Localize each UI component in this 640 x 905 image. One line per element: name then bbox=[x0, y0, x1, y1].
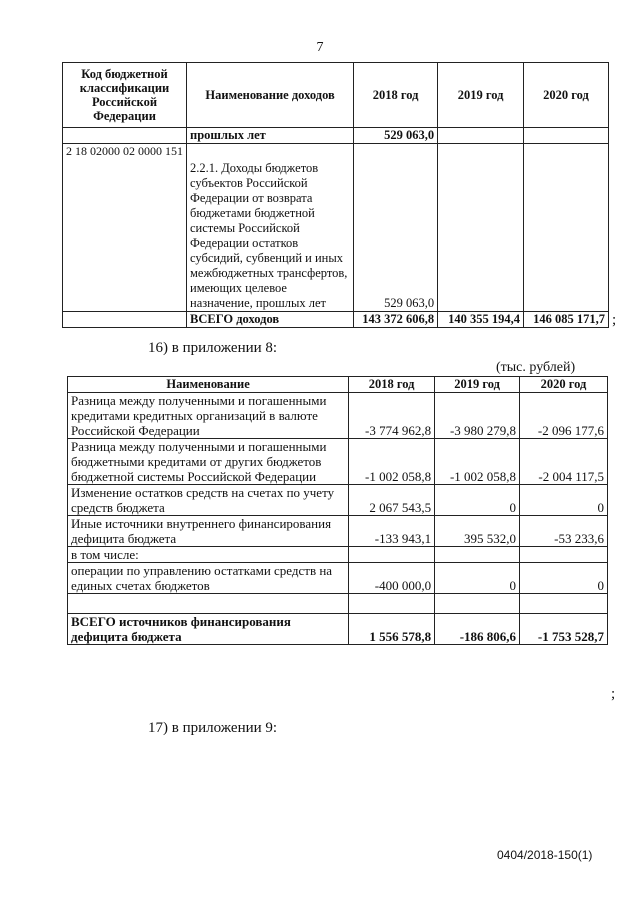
table-row-total bbox=[68, 614, 608, 645]
units-label: (тыс. рублей) bbox=[496, 360, 576, 375]
row-2020: 0 bbox=[520, 563, 608, 594]
header-name: Наименование bbox=[68, 377, 349, 393]
row-name: прошлых лет bbox=[187, 128, 354, 144]
header-2018: 2018 год bbox=[349, 377, 435, 393]
row-code: 2 18 02000 02 0000 151 bbox=[63, 144, 187, 312]
row-2019: -186 806,6 bbox=[435, 614, 520, 645]
table-row bbox=[68, 439, 608, 485]
row-code bbox=[63, 312, 187, 328]
row-name: Разница между полученными и погашенными бюджетными кредитами от других бюджетов бюджетной системы Российской Федерации bbox=[68, 439, 349, 485]
row-2019: 140 355 194,4 bbox=[438, 312, 524, 328]
row-2020: 0 bbox=[520, 485, 608, 516]
row-2019 bbox=[435, 594, 520, 614]
row-2018: 1 556 578,8 bbox=[349, 614, 435, 645]
sources-table-semicolon: ; bbox=[611, 686, 616, 702]
header-2019: 2019 год bbox=[438, 63, 524, 128]
header-2020: 2020 год bbox=[520, 377, 608, 393]
document-code: 0404/2018-150(1) bbox=[497, 848, 593, 862]
income-table bbox=[62, 62, 609, 328]
row-name: ВСЕГО источников финансирования дефицита бюджета bbox=[68, 614, 349, 645]
row-2018: -400 000,0 bbox=[349, 563, 435, 594]
income-table-header bbox=[63, 63, 609, 128]
income-table-semicolon: ; bbox=[612, 312, 617, 328]
header-2019: 2019 год bbox=[435, 377, 520, 393]
section-16-title: 16) в приложении 8: bbox=[148, 340, 278, 356]
row-2018 bbox=[349, 594, 435, 614]
row-2019: 0 bbox=[435, 485, 520, 516]
row-2019 bbox=[438, 128, 524, 144]
row-2019: 0 bbox=[435, 563, 520, 594]
row-name: в том числе: bbox=[68, 547, 349, 563]
row-2019: 395 532,0 bbox=[435, 516, 520, 547]
table-row bbox=[68, 547, 608, 563]
header-2020: 2020 год bbox=[524, 63, 609, 128]
row-name: Иные источники внутреннего финансирования дефицита бюджета bbox=[68, 516, 349, 547]
row-2020 bbox=[524, 128, 609, 144]
row-2018: -1 002 058,8 bbox=[349, 439, 435, 485]
page-number: 7 bbox=[316, 40, 324, 55]
table-row-total bbox=[63, 312, 609, 328]
row-2018: 2 067 543,5 bbox=[349, 485, 435, 516]
row-2020 bbox=[520, 594, 608, 614]
sources-table-header bbox=[68, 377, 608, 393]
row-2020: -1 753 528,7 bbox=[520, 614, 608, 645]
row-code bbox=[63, 128, 187, 144]
table-row bbox=[68, 563, 608, 594]
row-2020 bbox=[524, 144, 609, 312]
row-name: Разница между полученными и погашенными кредитами кредитных организаций в валюте Российской Федерации bbox=[68, 393, 349, 439]
row-2018: -3 774 962,8 bbox=[349, 393, 435, 439]
row-2018: -133 943,1 bbox=[349, 516, 435, 547]
row-name: Изменение остатков средств на счетах по учету средств бюджета bbox=[68, 485, 349, 516]
table-row-empty bbox=[68, 594, 608, 614]
table-row bbox=[68, 393, 608, 439]
row-2020 bbox=[520, 547, 608, 563]
row-2019 bbox=[438, 144, 524, 312]
row-2020: -53 233,6 bbox=[520, 516, 608, 547]
row-2018: 529 063,0 bbox=[354, 144, 438, 312]
row-2020: -2 004 117,5 bbox=[520, 439, 608, 485]
header-code: Код бюджетной классификации Российской Федерации bbox=[63, 63, 187, 128]
row-name: операции по управлению остатками средств на единых счетах бюджетов bbox=[68, 563, 349, 594]
header-name: Наименование доходов bbox=[187, 63, 354, 128]
row-name: 2.2.1. Доходы бюджетов субъектов Российской Федерации от возврата бюджетами бюджетной системы Российской Федерации остатков субсидий, субвенций и иных межбюджетных трансфертов, имеющих целевое назначение, прошлых лет bbox=[187, 144, 354, 312]
row-2018: 143 372 606,8 bbox=[354, 312, 438, 328]
table-row bbox=[63, 144, 609, 312]
header-2018: 2018 год bbox=[354, 63, 438, 128]
row-name: ВСЕГО доходов bbox=[187, 312, 354, 328]
table-row bbox=[68, 516, 608, 547]
row-2018 bbox=[349, 547, 435, 563]
table-row bbox=[63, 128, 609, 144]
row-2019 bbox=[435, 547, 520, 563]
row-2020: 146 085 171,7 bbox=[524, 312, 609, 328]
table-row bbox=[68, 485, 608, 516]
section-17-title: 17) в приложении 9: bbox=[148, 720, 278, 736]
row-2020: -2 096 177,6 bbox=[520, 393, 608, 439]
sources-table bbox=[67, 376, 608, 645]
row-2018: 529 063,0 bbox=[354, 128, 438, 144]
row-name bbox=[68, 594, 349, 614]
row-2019: -1 002 058,8 bbox=[435, 439, 520, 485]
row-2019: -3 980 279,8 bbox=[435, 393, 520, 439]
